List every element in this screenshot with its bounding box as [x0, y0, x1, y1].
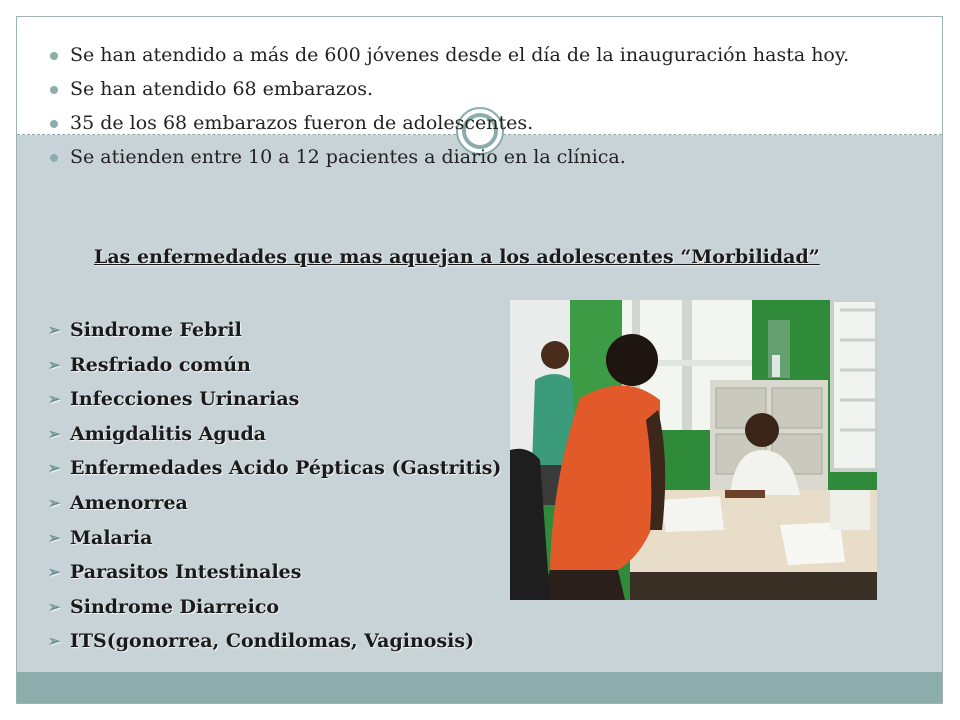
- arrow-bullet-icon: ➢: [48, 528, 61, 547]
- disease-label: Sindrome Diarreico: [70, 595, 280, 618]
- stat-item: [48, 76, 908, 103]
- disease-label: Amenorrea: [70, 491, 188, 514]
- circle-bullet-icon: [50, 52, 58, 60]
- arrow-bullet-icon: ➢: [48, 355, 61, 374]
- disease-item: [48, 590, 501, 625]
- stat-item: [48, 42, 908, 69]
- stat-item: [48, 110, 908, 137]
- stat-text: Se han atendido 68 embarazos.: [70, 78, 374, 100]
- diseases-list: [48, 313, 501, 659]
- arrow-bullet-icon: ➢: [48, 459, 61, 478]
- arrow-bullet-icon: ➢: [48, 321, 61, 339]
- disease-item: [48, 555, 501, 590]
- stat-text: Se han atendido a más de 600 jóvenes desde el día de la inauguración hasta hoy.: [70, 44, 850, 66]
- disease-item: [48, 313, 501, 348]
- arrow-bullet-icon: ➢: [48, 390, 61, 409]
- disease-label: ITS(gonorrea, Condilomas, Vaginosis): [70, 630, 475, 653]
- disease-label: Malaria: [70, 526, 153, 549]
- arrow-bullet-icon: ➢: [48, 563, 61, 582]
- stat-item: [48, 144, 908, 171]
- stats-list: [48, 42, 908, 178]
- circle-bullet-icon: [50, 86, 58, 94]
- clinic-photo: [510, 300, 877, 600]
- stat-text: 35 de los 68 embarazos fueron de adolescentes.: [70, 112, 534, 134]
- arrow-bullet-icon: ➢: [48, 597, 61, 616]
- disease-item: [48, 348, 501, 383]
- stat-text: Se atienden entre 10 a 12 pacientes a diario en la clínica.: [70, 146, 626, 168]
- disease-label: Enfermedades Acido Pépticas (Gastritis): [70, 457, 502, 480]
- arrow-bullet-icon: ➢: [48, 493, 61, 512]
- disease-item: [48, 382, 501, 417]
- circle-bullet-icon: [50, 120, 58, 128]
- disease-label: Infecciones Urinarias: [70, 388, 300, 411]
- circle-bullet-icon: [50, 154, 58, 162]
- disease-label: Sindrome Febril: [70, 319, 242, 341]
- arrow-bullet-icon: ➢: [48, 424, 61, 443]
- section-heading: Las enfermedades que mas aquejan a los adolescentes “Morbilidad”: [94, 246, 820, 268]
- arrow-bullet-icon: ➢: [48, 632, 61, 651]
- disease-label: Parasitos Intestinales: [70, 561, 302, 584]
- disease-item: [48, 451, 501, 486]
- disease-label: Resfriado común: [70, 353, 251, 376]
- disease-label: Amigdalitis Aguda: [70, 422, 267, 445]
- disease-item: [48, 417, 501, 452]
- clinic-scene-illustration: [510, 300, 877, 600]
- disease-item: [48, 486, 501, 521]
- disease-item: [48, 624, 501, 659]
- disease-item: [48, 521, 501, 556]
